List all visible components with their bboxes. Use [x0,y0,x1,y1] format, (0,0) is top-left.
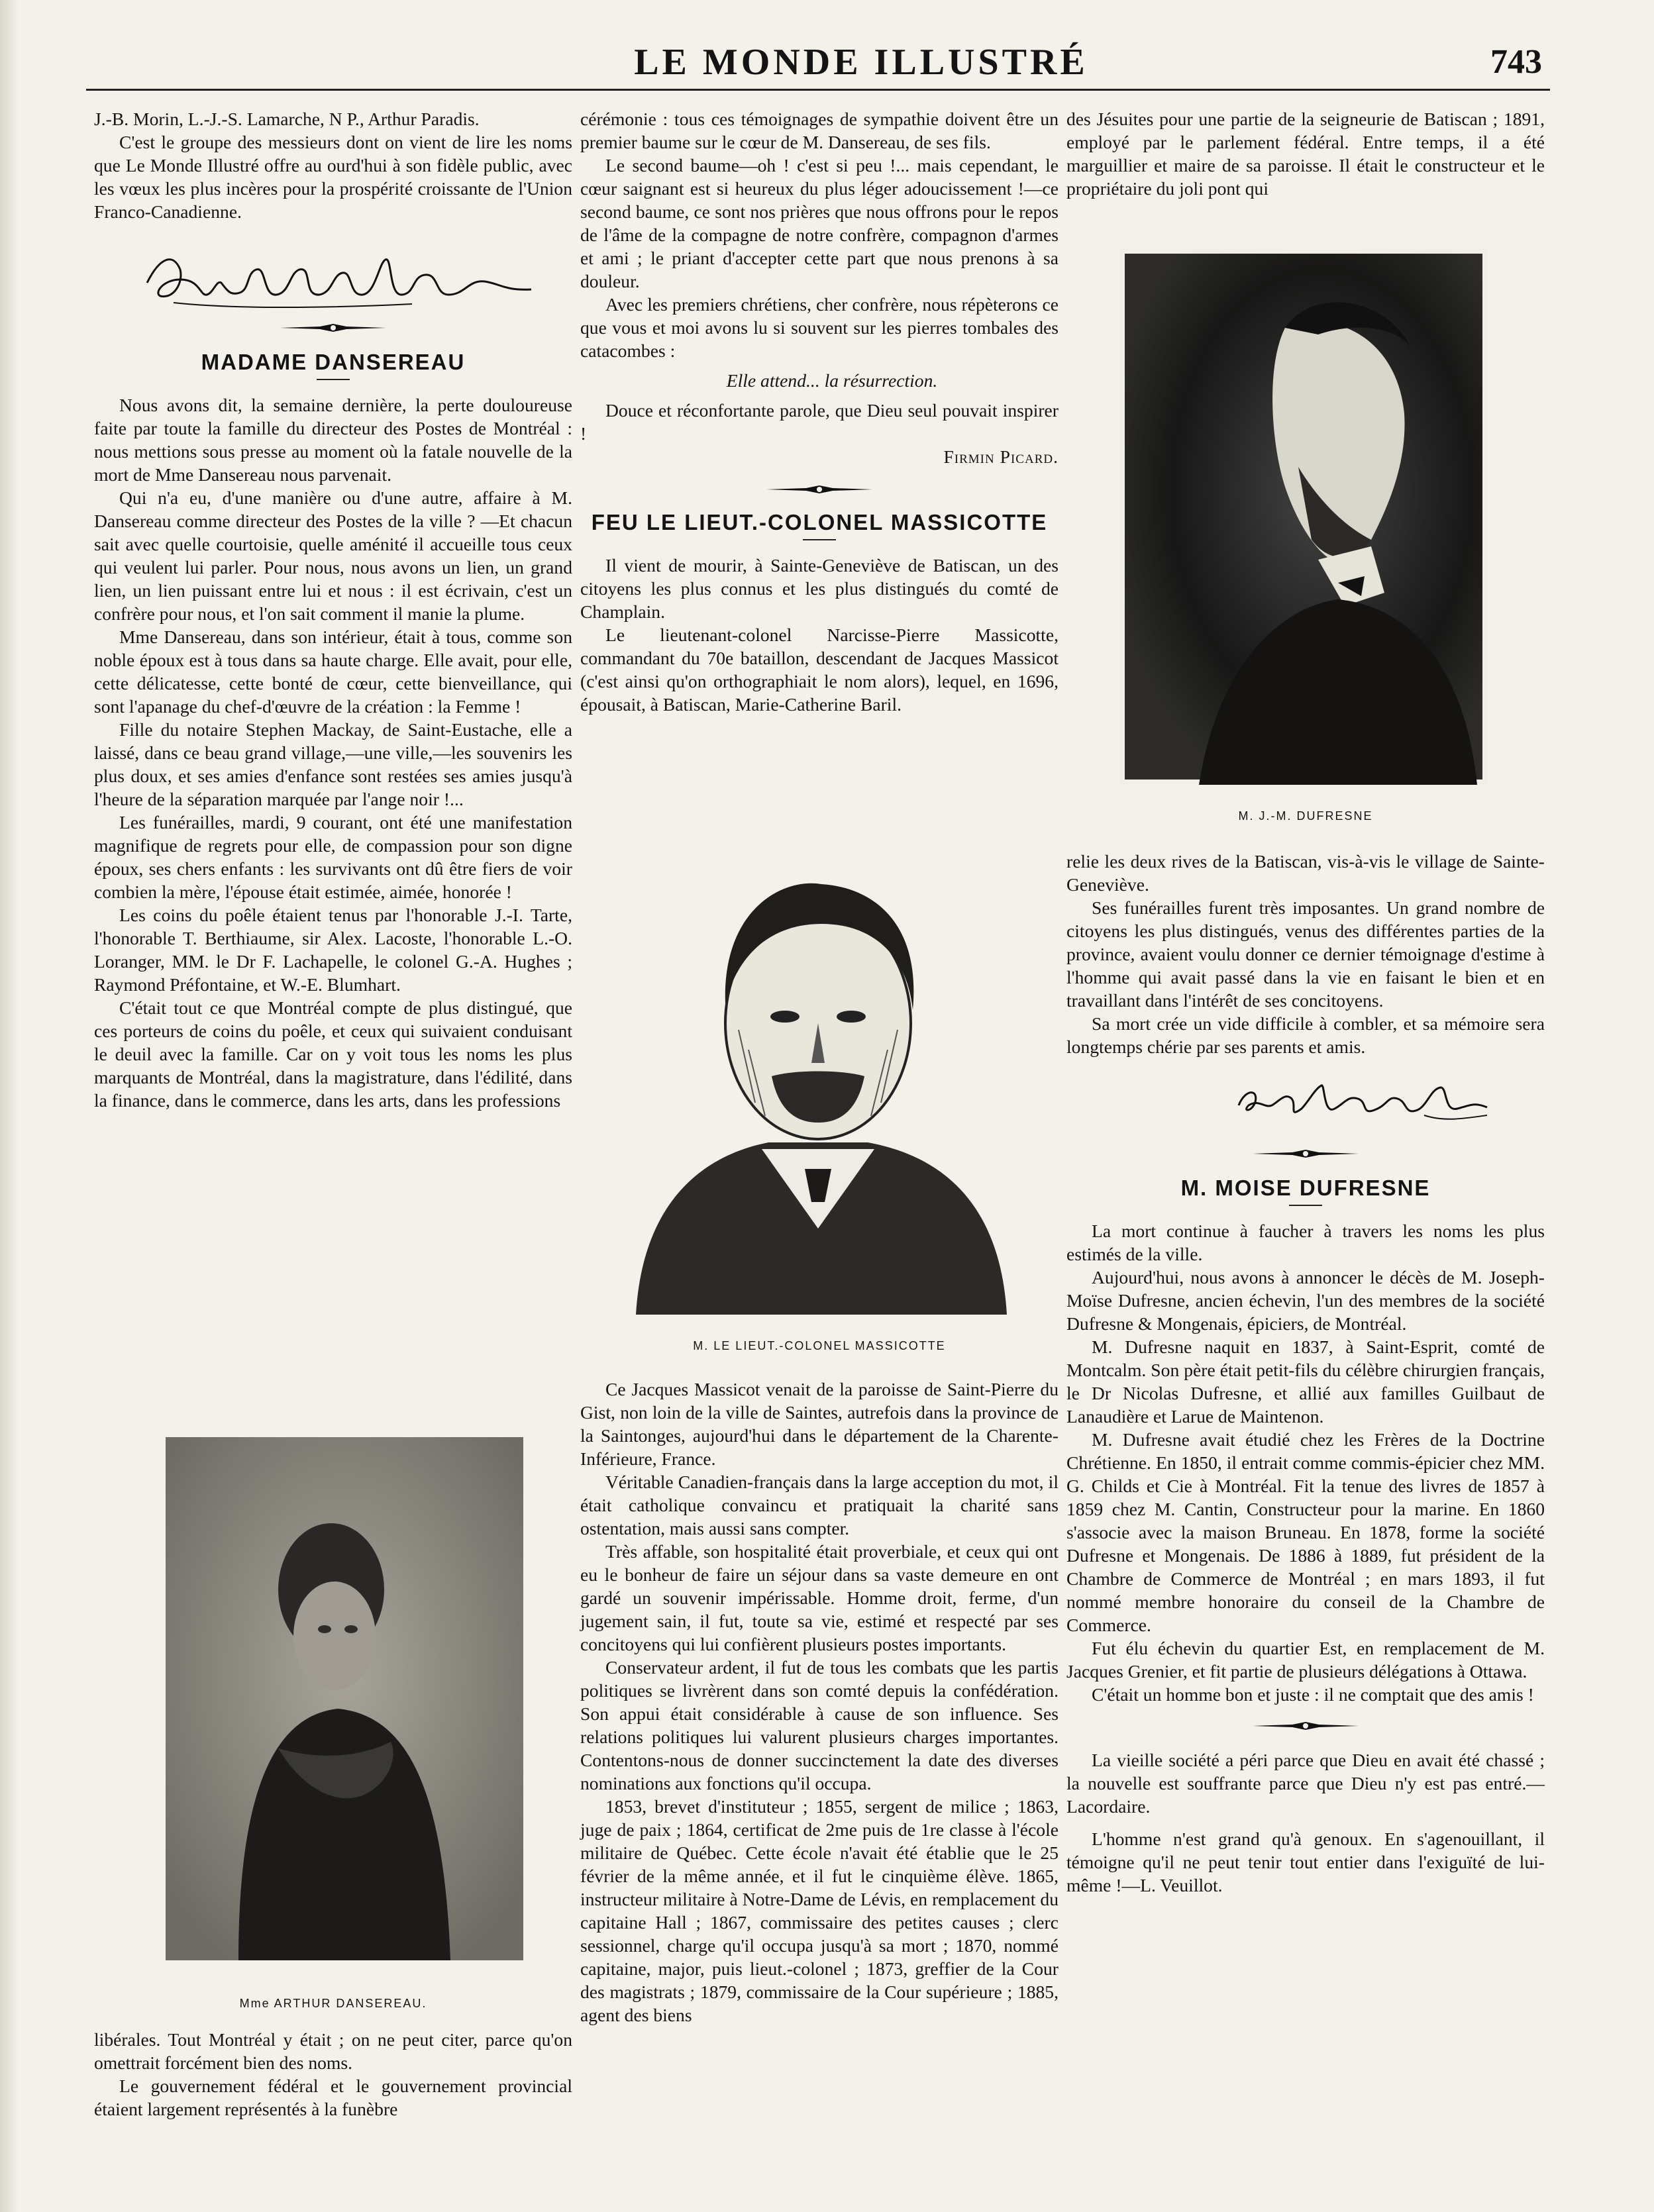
quote-veuillot: L'homme n'est grand qu'à genoux. En s'agenouillant, il témoigne qu'il ne peut tenir tout entier dans l'exiguïté de lui-même !—L. Veuillot. [1066,1829,1545,1895]
paragraph: Ses funérailles furent très imposantes. Un grand nombre de citoyens les plus distingués, venus des différentes parties de la province, avaient voulu donner ce dernier témoignage d'estime à l'homme qui avait passé dans la vie en faisant le bien et en travaillant dans l'intérêt de ses concitoyens. [1066,897,1545,1011]
masthead-title: LE MONDE ILLUSTRÉ [634,42,1088,83]
signature-saint-elme [134,243,572,316]
heading-rule [1289,1205,1322,1206]
paragraph: Nous avons dit, la semaine dernière, la perte douloureuse faite par toute la famille du directeur des Postes de Montréal : nous mettions sous presse au moment où la fatale nouvelle de la mort de Mme Dansereau nous parvenait. [94,395,572,485]
paragraph: Il vient de mourir, à Sainte-Geneviève de Batiscan, un des citoyens les plus connus et les plus distingués du comté de Champlain. [580,555,1059,622]
paragraph: Avec les premiers chrétiens, cher confrère, nous répèterons ce que vous et moi avons lu si souvent sur les pierres tombales des catacombes : [580,294,1059,361]
paragraph: Le gouvernement fédéral et le gouvernement provincial étaient largement représentés à la funèbre [94,2076,572,2119]
paragraph: C'était tout ce que Montréal compte de plus distingué, que ces porteurs de coins du poêle, et ceux qui suivaient conduisant le deuil avec la famille. Car on y voit tous les noms les plus marquants de Montréal, dans la magistrature, dans l'édilité, dans la finance, dans le commerce, dans les arts, dans les professions [94,997,572,1111]
page-number: 743 [1490,43,1542,81]
caption-massicotte: M. LE LIEUT.-COLONEL MASSICOTTE [693,1339,946,1352]
paragraph: Véritable Canadien-français dans la large acception du mot, il était catholique convaincu et pratiquait la charité sans ostentation, mais aussi sans compter. [580,1472,1059,1538]
paragraph: La mort continue à faucher à travers les noms les plus estimés de la ville. [1066,1221,1545,1264]
paragraph: Mme Dansereau, dans son intérieur, était à tous, comme son noble époux est à tous dans sa haute charge. Elle avait, pour elle, cette délicatesse, cette bonté de cœur, cette bienveillance, qui sont l'apanage du chef-d'œuvre de la création : la Femme ! [94,627,572,717]
intro-paragraph: C'est le groupe des messieurs dont on vient de lire les noms que Le Monde Illustré offre au ourd'hui à son fidèle public, avec les vœux les plus incères pour la prospérité croissante de l'Union Franco-Canadienne. [94,132,572,222]
paragraph: relie les deux rives de la Batiscan, vis-à-vis le village de Sainte-Geneviève. [1066,851,1545,895]
intro-names: J.-B. Morin, L.-J.-S. Lamarche, N P., Arthur Paradis. [94,109,480,129]
author-signature: Firmin Picard. [943,446,1059,467]
paragraph: Le second baume—oh ! c'est si peu !... mais cependant, le cœur saignant est si heureux du plus léger adoucissement !—ce second baume, ce sont nos prières que nous offrons pour le repos de l'âme de la compagne de notre confrère, compagnon d'armes et ami ; le priant d'accepter cette part que nous prenons à sa douleur. [580,155,1059,291]
scan-edge-strip [0,0,19,2212]
ornament-divider-icon [280,323,386,333]
heading-madame-dansereau: MADAME DANSEREAU [201,350,466,374]
ornament-divider-icon [766,484,872,495]
ornament-divider-icon [1253,1721,1359,1731]
epitaph-quote: Elle attend... la résurrection. [726,370,938,391]
paragraph: M. Dufresne naquit en 1837, à Saint-Esprit, comté de Montcalm. Son père était petit-fils du célèbre chirurgien français, le Dr Nicolas Dufresne, et allié aux familles Guilbaut de Lanaudière et Larue de Maintenon. [1066,1336,1545,1427]
heading-rule [317,379,350,380]
quote-lacordaire: La vieille société a péri parce que Dieu en avait été chassé ; la nouvelle est souffrante parce que Dieu n'y est pas entré.—Lacordaire. [1066,1750,1545,1817]
paragraph: C'était un homme bon et juste : il ne comptait que des amis ! [1092,1684,1534,1705]
caption-dufresne: M. J.-M. DUFRESNE [1238,809,1373,823]
paragraph: Conservateur ardent, il fut de tous les combats que les partis politiques se livrèrent dans son comté depuis la confédération. Son appui était considérable à cause de son influence. Ses relations politiques lui valurent plusieurs charges importantes. Contentons-nous de donner succinctement la date des diverses nominations aux fonctions qu'il occupa. [580,1657,1059,1793]
heading-rule [803,539,836,540]
paragraph: des Jésuites pour une partie de la seigneurie de Batiscan ; 1891, employé par le parlement fédéral. Entre temps, il a été marguillier et maire de sa paroisse. Il était le constructeur et le propriétaire du joli pont qui [1066,109,1545,199]
paragraph: Les coins du poêle étaient tenus par l'honorable J.-I. Tarte, l'honorable T. Berthiaume, sir Alex. Lacoste, l'honorable L.-O. Loranger, MM. le Dr F. Lachapelle, le colonel G.-A. Hughes ; Raymond Préfontaine, et W.-E. Blumhart. [94,905,572,995]
paragraph: Qui n'a eu, d'une manière ou d'une autre, affaire à M. Dansereau comme directeur des Postes de la ville ? —Et chacun sait avec quelle courtoisie, quelle aménité il accueille tous ceux qui veulent lui parler. Pour nous, nous avons un lien, un grand lien, un lien puissant entre lui et nous : il est écrivain, c'est un confrère pour nous, et l'on sait comment il manie la plume. [94,487,572,624]
paragraph: Fille du notaire Stephen Mackay, de Saint-Eustache, elle a laissé, dans ce beau grand village,—une ville,—les souvenirs les plus doux, et ses amies d'enfance sont restées ses amies jusqu'à l'heure de la séparation marquée par l'ange noir !... [94,719,572,809]
paragraph: libérales. Tout Montréal y était ; on ne peut citer, parce qu'on omettrait forcément bien des noms. [94,2029,572,2073]
photo-mme-dansereau [166,1437,523,1960]
paragraph: Le lieutenant-colonel Narcisse-Pierre Massicotte, commandant du 70e bataillon, descendant de Jacques Massicot (c'est ainsi qu'on orthographiait le nom alors), lequel, en 1696, épousait, à Batiscan, Marie-Catherine Baril. [580,625,1059,715]
column-1 [94,107,572,1112]
photo-dufresne [1119,248,1488,785]
column-3-continued [1066,850,1545,1897]
column-2 [580,107,1059,716]
paragraph: cérémonie : tous ces témoignages de sympathie doivent être un premier baume sur le cœur de M. Dansereau, de ses fils. [580,109,1059,152]
ornament-divider-icon [1253,1148,1359,1159]
paragraph: M. Dufresne avait étudié chez les Frères de la Doctrine Chrétienne. En 1850, il entrait comme commis-épicier chez MM. G. Childs et Cie à Montréal. Fit la tenue des livres de 1857 à 1859 chez M. Cantin, Constructeur pour la marine. En 1860 s'associe avec la maison Bruneau. En 1878, forme la société Dufresne et Mongenais. De 1886 à 1889, fut président de la Chambre de Commerce de Montréal ; en mars 1893, il fut nommé membre honoraire du conseil de la Chambre de Commerce. [1066,1429,1545,1635]
paragraph: Les funérailles, mardi, 9 courant, ont été une manifestation magnifique de regrets pour elle, de compassion pour son digne époux, ses chers enfants : les survivants ont dû être fiers de voir combien la mère, l'épouse était estimée, aimée, honorée ! [94,812,572,902]
column-1-continued [94,2028,572,2121]
caption-mme-dansereau: Mme ARTHUR DANSEREAU. [239,1997,427,2010]
paragraph: Sa mort crée un vide difficile à combler, et sa mémoire sera longtemps chérie par ses parents et amis. [1066,1013,1545,1057]
column-2-continued [580,1378,1059,2027]
paragraph: 1853, brevet d'instituteur ; 1855, sergent de milice ; 1863, juge de paix ; 1864, certificat de 2me puis de 1re classe à l'école militaire de Québec. Cette école n'avait été établie que le 25 février de la même année, et il fut le cinquième élève. 1865, instructeur militaire à Notre-Dame de Lévis, en remplacement du capitaine Hall ; 1867, commissaire des petites causes ; clerc sessionnel, charge qu'il occupa jusqu'à sa mort ; 1870, nommé capitaine, major, puis lieut.-colonel ; 1873, greffier de la Cour des magistrats ; 1879, commissaire de la Cour supérieure ; 1885, agent des biens [580,1796,1059,2025]
header-rule [86,89,1550,91]
paragraph: Douce et réconfortante parole, que Dieu seul pouvait inspirer ! [580,400,1059,444]
column-3 [1066,107,1545,200]
heading-moise-dufresne: M. MOISE DUFRESNE [1180,1176,1431,1200]
heading-massicotte: FEU LE LIEUT.-COLONEL MASSICOTTE [591,510,1048,534]
paragraph: Très affable, son hospitalité était proverbiale, et ceux qui ont eu le bonheur de faire un séjour dans sa vaste demeure en ont gardé un souvenir impérissable. Homme droit, ferme, d'un jugement sain, il fut, toute sa vie, estimé et respecté par ses concitoyens qui lui confièrent plusieurs postes importants. [580,1541,1059,1654]
paragraph: Ce Jacques Massicot venait de la paroisse de Saint-Pierre du Gist, non loin de la ville de Saintes, autrefois dans la province de la Saintonges, aujourd'hui dans le département de la Charente-Inférieure, France. [580,1379,1059,1469]
portrait-massicotte [596,858,1040,1315]
paragraph: Aujourd'hui, nous avons à annoncer le décès de M. Joseph-Moïse Dufresne, ancien échevin, l'un des membres de la société Dufresne & Mongenais, épiciers, de Montréal. [1066,1267,1545,1334]
paragraph: Fut élu échevin du quartier Est, en remplacement de M. Jacques Grenier, et fit partie de plusieurs délégations à Ottawa. [1066,1638,1545,1682]
signature-massicotte [1225,1069,1545,1135]
